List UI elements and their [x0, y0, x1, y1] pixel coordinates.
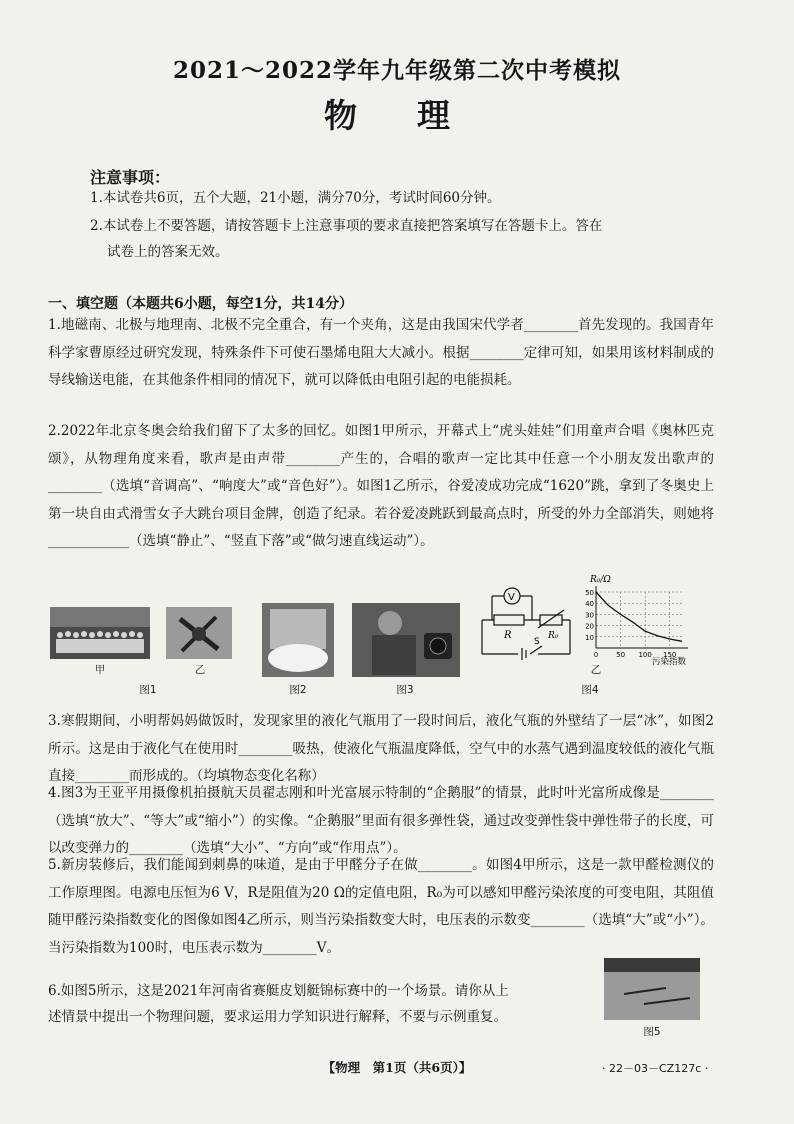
graph-axes — [596, 586, 688, 648]
question-6-line-2: 述情景中提出一个物理问题，要求运用力学知识进行解释，不要与示例重复。 — [48, 1009, 507, 1025]
subject-title: 物理 — [324, 96, 510, 135]
graph-curve — [596, 592, 682, 641]
fig1-skier-photo — [166, 607, 232, 659]
fig4-resistance-graph — [576, 572, 704, 668]
graph-x-tick-label: 50 — [616, 651, 626, 659]
fig1-caption: 图1 — [139, 684, 157, 696]
fig4-circuit-diagram — [474, 582, 578, 670]
question-1-text: 1.地磁南、北极与地理南、北极不完全重合，有一个夹角，这是由我国宋代学者________首先发现的。我国青年科学家曹原经过研究发现，特殊条件下可使石墨烯电阻大大减小。根据________定律可知，如果用该材料制成的导线输送电能，在其他条件相同的情况下，就可以降低由电阻引起的电能损耗。 — [48, 317, 714, 389]
notice-item-2-cont: 试卷上的答案无效。 — [107, 244, 229, 260]
exam-code: · 22－03－CZ127c · — [602, 1062, 709, 1075]
fig3-astronaut-photo — [352, 603, 460, 677]
question-3-text: 3.寒假期间，小明帮妈妈做饭时，发现家里的液化气瓶用了一段时间后，液化气瓶的外壁结了一层“冰”，如图2所示。这是由于液化气在使用时________吸热，使液化气瓶温度降低，空气中的水蒸气遇到温度较低的液化气瓶直接________而形成的。（均填物态变化名称） — [48, 713, 714, 785]
graph-y-label: R₀/Ω — [590, 575, 611, 585]
fig5-rowing-photo — [604, 958, 700, 1020]
graph-y-tick-label: 30 — [585, 611, 594, 620]
question-2-text: 2.2022年北京冬奥会给我们留下了太多的回忆。如图1甲所示，开幕式上“虎头娃娃”们用童声合唱《奥林匹克颂》，从物理角度来看，歌声是由声带________产生的，合唱的歌声一定比其中任意一个小朋友发出歌声的________（选填“音调高”、“响度大”或“音色好”）。如图1乙所示，谷爱凌成功完成“1620”跳，拿到了冬奥史上第一块自由式滑雪女子大跳台项目金牌，创造了纪录。若谷爱凌跳跃到最高点时，所受的外力全部消失，则她将____________（选填“静止”、“竖直下落”或“做匀速直线运动”）。 — [48, 423, 714, 550]
fig1-sub-a-label: 甲 — [94, 664, 106, 676]
page-footer: 【物理 第1页（共6页）】 — [322, 1060, 472, 1075]
graph-grid — [596, 592, 682, 648]
circuit-sensor-label: R₀ — [548, 631, 559, 641]
graph-y-tick-label: 40 — [585, 600, 594, 609]
fig5-caption: 图5 — [643, 1026, 661, 1038]
graph-y-tick-label: 10 — [585, 633, 594, 642]
fig1-choir-photo — [50, 607, 150, 659]
exam-title: 2021～2022学年九年级第二次中考模拟 — [172, 57, 622, 84]
graph-y-tick-label: 20 — [585, 622, 594, 631]
fig3-caption: 图3 — [396, 684, 414, 696]
graph-y-ticks — [585, 589, 594, 642]
circuit-meter-label: V — [508, 592, 515, 603]
circuit-resistor-label: R — [504, 630, 512, 641]
graph-y-tick-label: 50 — [585, 589, 594, 597]
question-4-text: 4.图3为王亚平用摄像机拍摄航天员翟志刚和叶光富展示特制的“企鹅服”的情景，此时叶光富所成像是________（选填“放大”、“等大”或“缩小”）的实像。“企鹅服”里面有很多弹性袋，通过改变弹性袋中弹性带子的长度，可以改变弹力的________（选填“大小”、“方向”或“作用点”）。 — [48, 785, 714, 857]
question-6-line-1: 6.如图5所示，这是2021年河南省赛艇皮划艇锦标赛中的一个场景。请你从上 — [48, 983, 509, 999]
section-heading: 一、填空题（本题共6小题，每空1分，共14分） — [48, 296, 353, 312]
question-3 — [48, 708, 714, 791]
question-5-text: 5.新房装修后，我们能闻到刺鼻的味道，是由于甲醛分子在做________。如图4甲所示，这是一款甲醛检测仪的工作原理图。电源电压恒为6 V，R是阻值为20 Ω的定值电阻，R₀为可以感知甲醛污染浓度的可变电阻，其阻值随甲醛污染指数变化的图像如图4乙所示，则当污染指数变大时，电压表的示数变________（选填“大”或“小”）。当污染指数为100时，电压表示数为________V。 — [48, 857, 714, 956]
notice-item-2: 2.本试卷上不要答题，请按答题卡上注意事项的要求直接把答案填写在答题卡上。答在 — [90, 218, 603, 234]
fig2-gas-tank-photo — [262, 603, 334, 677]
question-1 — [48, 312, 714, 395]
question-4 — [48, 780, 714, 863]
notice-heading: 注意事项： — [90, 168, 171, 187]
graph-x-tick-label: 100 — [638, 651, 652, 659]
fig1-sub-b-label: 乙 — [194, 664, 206, 676]
graph-x-tick-label: 0 — [593, 651, 599, 659]
graph-x-label: 污染指数 — [652, 657, 687, 667]
graph-x-tick-label: 150 — [663, 651, 677, 659]
question-2 — [48, 418, 714, 556]
fig2-caption: 图2 — [289, 684, 307, 696]
fig4-caption: 图4 — [581, 684, 599, 696]
fig4-sub-b-label: 乙 — [590, 664, 602, 676]
notice-item-1: 1.本试卷共6页，五个大题，21小题，满分70分，考试时间60分钟。 — [90, 190, 501, 206]
question-5 — [48, 852, 714, 962]
circuit-switch-label: S — [534, 637, 540, 647]
